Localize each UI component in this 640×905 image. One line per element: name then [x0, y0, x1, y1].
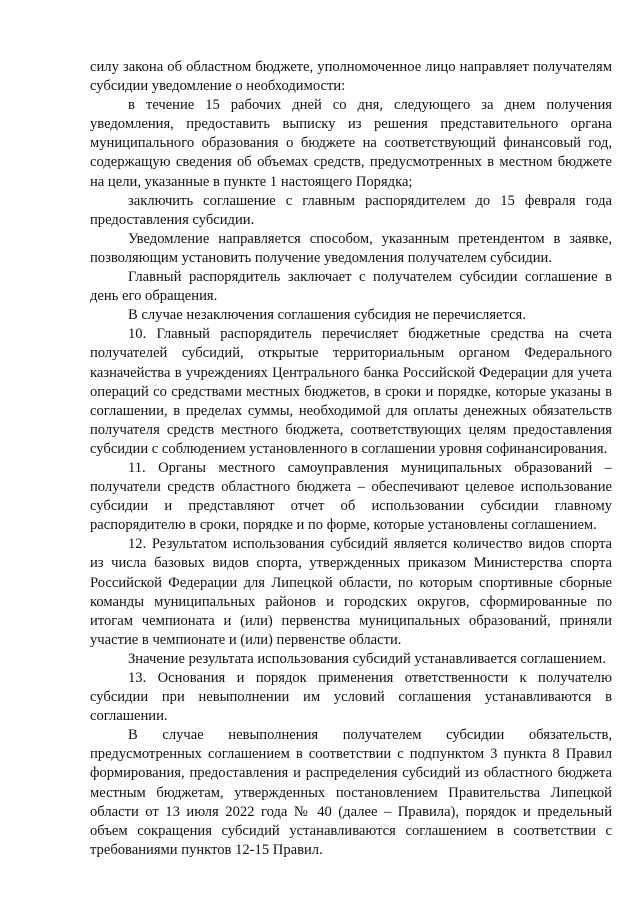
- paragraph-notice-method: Уведомление направляется способом, указанным претендентом в заявке, позволяющим установить получение уведомления получателем субсидии.: [90, 230, 612, 266]
- paragraph-item-11: 11. Органы местного самоуправления муниципальных образований – получатели средств областного бюджета – обеспечивают целевое использование субсидии и представляют отчет об использовании субсидии главному распорядителю в сроки, порядке и по форме, которые установлены соглашением.: [90, 459, 612, 534]
- paragraph-no-agreement: В случае незаключения соглашения субсидия не перечисляется.: [128, 307, 526, 324]
- paragraph-continuation: силу закона об областном бюджете, уполномоченное лицо направляет получателям субсидии уведомление о необходимости:: [90, 59, 612, 95]
- paragraph-notice-item-1: в течение 15 рабочих дней со дня, следующего за днем получения уведомления, предоставить выписку из решения представительного органа муниципального образования о бюджете на соответствующий финансовый год, содержащую сведения об объемах средств, предусмотренных в местном бюджете на цели, указанные в пункте 1 настоящего Порядка;: [90, 97, 612, 190]
- paragraph-result-value: Значение результата использования субсидий устанавливается соглашением.: [128, 650, 606, 667]
- paragraph-notice-item-2: заключить соглашение с главным распорядителем до 15 февраля года предоставления субсидии.: [90, 192, 612, 228]
- paragraph-item-12: 12. Результатом использования субсидий является количество видов спорта из числа базовых видов спорта, утвержденных приказом Министерства спорта Российской Федерации для Липецкой области, по которым спортивные сборные команды муниципальных районов и городских округов, сформированные по итогам чемпионата и (или) первенства муниципальных образований, приняли участие в чемпионате и (или) первенстве области.: [90, 536, 612, 648]
- paragraph-item-13: 13. Основания и порядок применения ответственности к получателю субсидии при невыполнении им условий соглашения устанавливаются в соглашении.: [90, 670, 612, 725]
- paragraph-agreement-day: Главный распорядитель заключает с получателем субсидии соглашение в день его обращения.: [90, 269, 612, 305]
- paragraph-item-10: 10. Главный распорядитель перечисляет бюджетные средства на счета получателей субсидий, открытые территориальным органом Федерального казначейства в учреждениях Центрального банка Российской Федерации для учета операций со средствами местных бюджетов, в сроки и порядке, которые указаны в соглашении, в пределах суммы, необходимой для оплаты денежных обязательств получателя средств местного бюджета, соответствующих целям предоставления субсидии с соблюдением установленного в соглашении уровня софинансирования.: [90, 326, 612, 457]
- document-page: [90, 58, 612, 860]
- paragraph-non-fulfillment: В случае невыполнения получателем субсидии обязательств, предусмотренных соглашением в соответствии с подпунктом 3 пункта 8 Правил формирования, предоставления и распределения субсидий из областного бюджета местным бюджетам, утвержденных постановлением Правительства Липецкой области от 13 июля 2022 года № 40 (далее – Правила), порядок и предельный объем сокращения субсидий устанавливаются соглашением в соответствии с требованиями пунктов 12-15 Правил.: [90, 727, 612, 858]
